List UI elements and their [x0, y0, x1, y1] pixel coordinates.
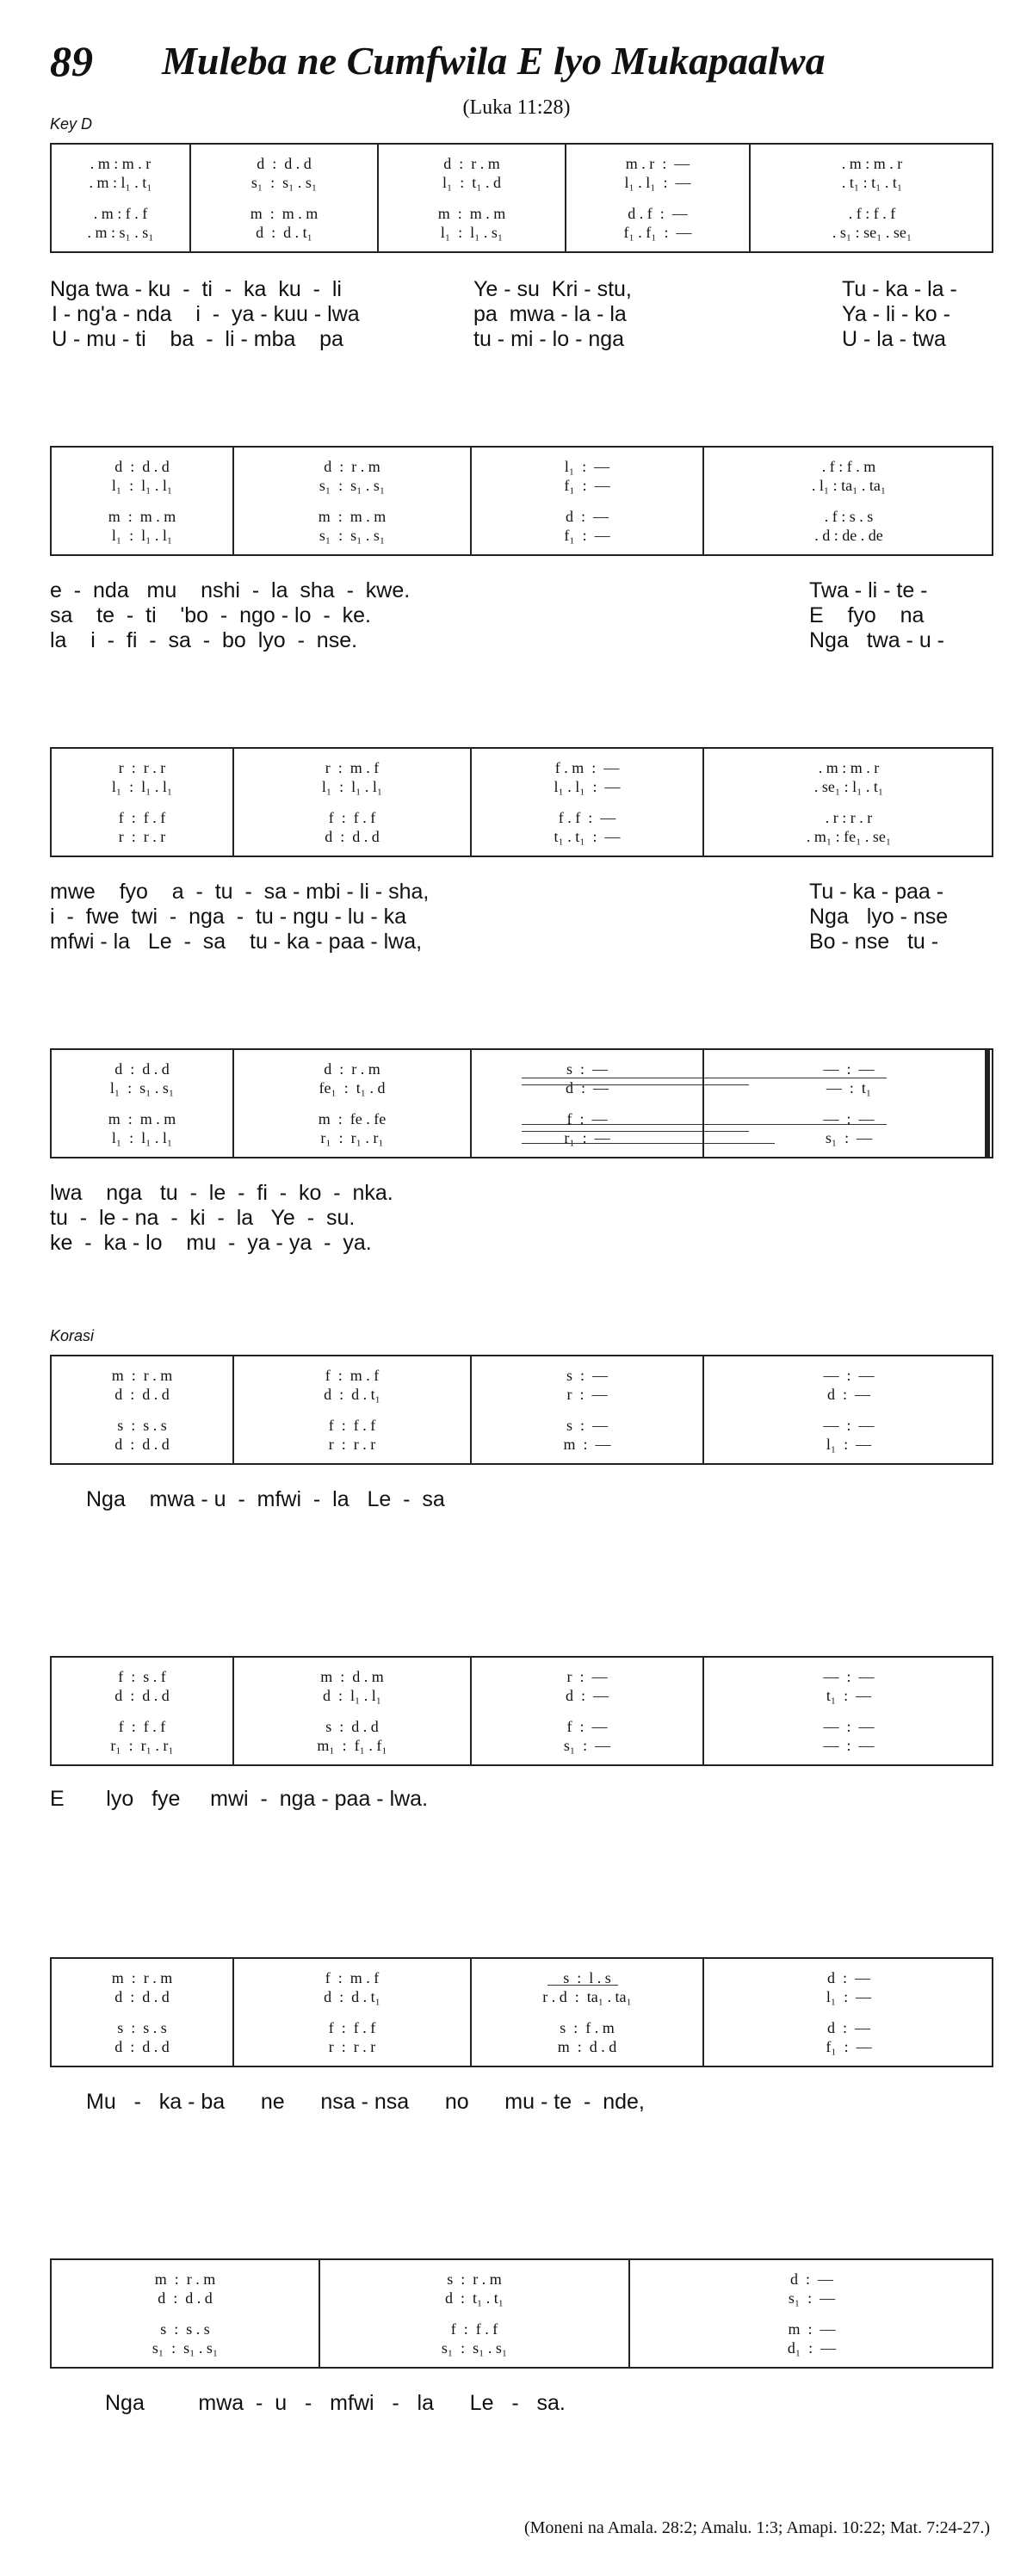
solfa-cell: f : f . f: [118, 809, 166, 826]
solfa-cell: r : m . f: [325, 759, 380, 776]
solfa-cell: m : —: [788, 2320, 836, 2338]
lyric-line: Tu - ka - la -: [842, 277, 957, 301]
solfa-cell: s₁ : —: [563, 1737, 611, 1754]
barline: [470, 448, 472, 554]
solfa-cell: m : d . m: [320, 1668, 384, 1685]
solfa-cell: d : —: [789, 2270, 833, 2288]
solfa-cell: — : —: [823, 1110, 875, 1127]
solfa-cell: l₁ : —: [564, 458, 610, 475]
barline: [470, 749, 472, 856]
solfa-cell: f : s . f: [118, 1668, 166, 1685]
barline: [702, 749, 704, 856]
solfa-cell: d : d . d: [114, 2038, 170, 2055]
scripture-reference: (Luka 11:28): [462, 96, 571, 119]
solfa-cell: f : f . f: [328, 2019, 376, 2036]
solfa-cell: . s₁ : se₁ . se₁: [832, 224, 912, 241]
solfa-cell: s : s . s: [117, 2019, 167, 2036]
solfa-cell: l₁ : l₁ . l₁: [111, 1129, 173, 1146]
slur-underline: [522, 1131, 749, 1132]
solfa-cell: r₁ : r₁ . r₁: [320, 1129, 384, 1146]
solfa-cell: d : d . d: [257, 155, 312, 172]
lyric-line: sa te - ti 'bo - ngo - lo - ke.: [50, 603, 371, 627]
solfa-cell: s : s . s: [117, 1417, 167, 1434]
solfa-cell: fe₁ : t₁ . d: [319, 1079, 386, 1096]
solfa-cell: m : m . m: [108, 508, 176, 525]
hymn-number: 89: [50, 37, 93, 85]
solfa-cell: r : —: [566, 1386, 608, 1403]
lyric-line: Nga mwa - u - mfwi - la Le - sa: [86, 1487, 445, 1511]
solfa-cell: d : —: [826, 1386, 870, 1403]
solfa-cell: l₁ : l₁ . s₁: [440, 224, 504, 241]
solfa-cell: d : d . d: [114, 1988, 170, 2005]
solfa-cell: f . m : —: [554, 759, 620, 776]
lyric-line: E lyo fye mwi - nga - paa - lwa.: [50, 1787, 429, 1811]
solfa-cell: — : —: [823, 1417, 875, 1434]
barline: [232, 749, 234, 856]
solfa-cell: . l₁ : ta₁ . ta₁: [811, 477, 887, 494]
lyric-line: tu - mi - lo - nga: [473, 327, 625, 351]
solfa-cell: f₁ : —: [564, 527, 610, 544]
solfa-cell: . m₁ : fe₁ . se₁: [806, 828, 892, 845]
solfa-cell: m₁ : f₁ . f₁: [317, 1737, 387, 1754]
barline: [702, 1050, 704, 1157]
solfa-cell: d : —: [565, 508, 609, 525]
solfa-cell: f . f : —: [558, 809, 616, 826]
lyric-line: U - la - twa: [842, 327, 946, 351]
solfa-cell: s : f . m: [560, 2019, 615, 2036]
barline: [377, 145, 379, 251]
solfa-cell: f₁ . f₁ : —: [623, 224, 692, 241]
solfa-cell: d . f : —: [628, 205, 688, 222]
solfa-cell: m : m . m: [318, 508, 387, 525]
solfa-cell: d : r . m: [324, 1060, 380, 1078]
solfa-cell: d : l₁ . l₁: [322, 1687, 382, 1704]
solfa-cell: m : d . d: [557, 2038, 617, 2055]
slur-underline: [522, 1084, 749, 1085]
solfa-cell: r : r . r: [118, 759, 166, 776]
solfa-cell: l₁ : t₁ . d: [442, 174, 502, 191]
lyric-line: Nga twa - u -: [809, 628, 944, 652]
lyric-line: lwa nga tu - le - fi - ko - nka.: [50, 1181, 393, 1205]
barline: [470, 1959, 472, 2066]
lyric-line: mfwi - la Le - sa tu - ka - paa - lwa,: [50, 930, 423, 954]
solfa-cell: d : d . t₁: [256, 224, 312, 241]
solfa-cell: . m : m . r: [841, 155, 903, 172]
solfa-cell: m : r . m: [111, 1969, 173, 1986]
lyric-line: Nga lyo - nse: [809, 905, 949, 929]
lyric-line: Ya - li - ko -: [842, 302, 950, 326]
solfa-cell: s₁ : s₁ . s₁: [152, 2339, 219, 2357]
solfa-cell: d : —: [565, 1687, 609, 1704]
notation-system: [50, 1355, 993, 1465]
solfa-cell: — : t₁: [826, 1079, 872, 1096]
lyric-line: pa mwa - la - la: [473, 302, 627, 326]
solfa-cell: f : —: [566, 1718, 608, 1735]
solfa-cell: f : m . f: [325, 1969, 380, 1986]
solfa-cell: m : —: [563, 1436, 611, 1453]
solfa-cell: — : —: [823, 1668, 875, 1685]
notation-system: [50, 2258, 993, 2369]
solfa-cell: s₁ : s₁ . s₁: [319, 477, 386, 494]
solfa-cell: l₁ : —: [826, 1436, 872, 1453]
barline: [189, 145, 191, 251]
barline: [232, 1050, 234, 1157]
notation-system: [50, 446, 993, 556]
solfa-cell: s₁ : s₁ . s₁: [319, 527, 386, 544]
barline: [232, 448, 234, 554]
solfa-cell: r : r . r: [118, 828, 166, 845]
solfa-cell: d : —: [826, 1969, 870, 1986]
solfa-cell: — : —: [823, 1060, 875, 1078]
lyric-line: Ye - su Kri - stu,: [473, 277, 632, 301]
solfa-cell: . m : m . r: [818, 759, 880, 776]
solfa-cell: . f : f . m: [821, 458, 876, 475]
solfa-cell: f : f . f: [328, 1417, 376, 1434]
solfa-cell: f : —: [566, 1110, 608, 1127]
solfa-cell: d : d . d: [158, 2289, 213, 2307]
solfa-cell: s : s . s: [160, 2320, 210, 2338]
solfa-cell: l₁ : l₁ . l₁: [321, 778, 383, 795]
lyric-line: Bo - nse tu -: [809, 930, 939, 954]
solfa-cell: f : f . f: [118, 1718, 166, 1735]
solfa-cell: m : fe . fe: [318, 1110, 387, 1127]
barline: [470, 1658, 472, 1764]
solfa-cell: — : —: [823, 1737, 875, 1754]
solfa-cell: . t₁ : t₁ . t₁: [841, 174, 903, 191]
solfa-cell: l₁ : l₁ . l₁: [111, 477, 173, 494]
solfa-cell: s : —: [566, 1417, 608, 1434]
solfa-cell: s₁ : —: [825, 1129, 873, 1146]
lyric-line: Nga mwa - u - mfwi - la Le - sa.: [105, 2391, 566, 2415]
lyric-line: e - nda mu nshi - la sha - kwe.: [50, 578, 411, 602]
solfa-cell: l₁ . l₁ : —: [554, 778, 621, 795]
solfa-cell: l₁ : l₁ . l₁: [111, 778, 173, 795]
barline: [565, 145, 566, 251]
notation-system: [50, 747, 993, 857]
barline: [702, 1658, 704, 1764]
solfa-cell: d : d . d: [114, 1386, 170, 1403]
solfa-cell: d : d . d: [325, 828, 380, 845]
solfa-cell: m : m . m: [250, 205, 319, 222]
solfa-cell: . se₁ : l₁ . t₁: [813, 778, 884, 795]
lyric-line: tu - le - na - ki - la Ye - su.: [50, 1206, 356, 1230]
solfa-cell: d₁ : —: [787, 2339, 837, 2357]
key-label: Key D: [50, 115, 93, 133]
barline: [470, 1356, 472, 1463]
solfa-cell: . m : f . f: [93, 205, 148, 222]
solfa-cell: s : d . d: [325, 1718, 379, 1735]
lyric-line: ke - ka - lo mu - ya - ya - ya.: [50, 1231, 372, 1255]
solfa-cell: d : d . d: [114, 1436, 170, 1453]
solfa-cell: f₁ : —: [564, 477, 610, 494]
hymn-title: Muleba ne Cumfwila E lyo Mukapaalwa: [162, 39, 826, 83]
chorus-label: Korasi: [50, 1327, 95, 1344]
solfa-cell: . m : m . r: [90, 155, 152, 172]
solfa-cell: f : m . f: [325, 1367, 380, 1384]
solfa-cell: . f : f . f: [848, 205, 896, 222]
solfa-cell: r : —: [566, 1668, 608, 1685]
solfa-cell: d : t₁ . t₁: [444, 2289, 504, 2307]
solfa-cell: m : m . m: [437, 205, 506, 222]
solfa-cell: r₁ : —: [564, 1129, 610, 1146]
solfa-cell: s : l . s: [563, 1969, 611, 1986]
barline: [702, 448, 704, 554]
solfa-cell: . m : l₁ . t₁: [89, 174, 152, 191]
barline: [319, 2260, 320, 2367]
solfa-cell: d : d . d: [114, 458, 170, 475]
lyric-line: Mu - ka - ba ne nsa - nsa no mu - te - nde,: [86, 2090, 645, 2114]
solfa-cell: s : —: [566, 1060, 608, 1078]
solfa-cell: s₁ : —: [788, 2289, 836, 2307]
slur-underline: [522, 1143, 775, 1144]
solfa-cell: . d : de . de: [814, 527, 883, 544]
barline: [628, 2260, 630, 2367]
solfa-cell: s : r . m: [447, 2270, 502, 2288]
footer-references: (Moneni na Amala. 28:2; Amalu. 1:3; Amapi. 10:22; Mat. 7:24-27.): [523, 2518, 990, 2537]
barline: [749, 145, 751, 251]
notation-system: [50, 143, 993, 253]
solfa-cell: d : —: [826, 2019, 870, 2036]
lyric-line: Tu - ka - paa -: [809, 880, 944, 904]
solfa-cell: l₁ : —: [826, 1988, 872, 2005]
barline: [702, 1959, 704, 2066]
notation-system: [50, 1048, 993, 1158]
solfa-cell: r . d : ta₁ . ta₁: [542, 1988, 632, 2005]
solfa-cell: t₁ . t₁ : —: [554, 828, 621, 845]
solfa-cell: l₁ . l₁ : —: [624, 174, 691, 191]
lyric-line: Nga twa - ku - ti - ka ku - li: [50, 277, 342, 301]
barline: [232, 1356, 234, 1463]
solfa-cell: l₁ : l₁ . l₁: [111, 527, 173, 544]
solfa-cell: . f : s . s: [824, 508, 874, 525]
notation-system: [50, 1957, 993, 2067]
solfa-cell: f : f . f: [450, 2320, 498, 2338]
solfa-cell: l₁ : s₁ . s₁: [109, 1079, 175, 1096]
solfa-cell: t₁ : —: [826, 1687, 872, 1704]
solfa-cell: r₁ : r₁ . r₁: [110, 1737, 174, 1754]
solfa-cell: s₁ : s₁ . s₁: [441, 2339, 508, 2357]
solfa-cell: — : —: [823, 1718, 875, 1735]
solfa-cell: d : d . d: [114, 1060, 170, 1078]
barline: [232, 1959, 234, 2066]
slur-underline: [547, 1985, 618, 1986]
solfa-cell: . m : s₁ . s₁: [87, 224, 154, 241]
solfa-cell: m : m . m: [108, 1110, 176, 1127]
solfa-cell: d : r . m: [443, 155, 500, 172]
lyric-line: Twa - li - te -: [809, 578, 928, 602]
solfa-cell: d : —: [565, 1079, 609, 1096]
solfa-cell: f₁ : —: [826, 2038, 872, 2055]
barline: [232, 1658, 234, 1764]
lyric-line: E fyo na: [809, 603, 925, 627]
solfa-cell: m : r . m: [154, 2270, 216, 2288]
solfa-cell: d : r . m: [324, 458, 380, 475]
barline: [470, 1050, 472, 1157]
solfa-cell: s : —: [566, 1367, 608, 1384]
lyric-line: mwe fyo a - tu - sa - mbi - li - sha,: [50, 880, 430, 904]
solfa-cell: r : r . r: [328, 1436, 376, 1453]
solfa-cell: s₁ : s₁ . s₁: [251, 174, 318, 191]
solfa-cell: m . r : —: [625, 155, 690, 172]
solfa-cell: m : r . m: [111, 1367, 173, 1384]
lyric-line: i - fwe twi - nga - tu - ngu - lu - ka: [50, 905, 407, 929]
slur-underline: [522, 1124, 887, 1125]
barline: [702, 1356, 704, 1463]
solfa-cell: r : r . r: [328, 2038, 376, 2055]
notation-system: [50, 1656, 993, 1766]
solfa-cell: . r : r . r: [825, 809, 873, 826]
lyric-line: la i - fi - sa - bo lyo - nse.: [50, 628, 358, 652]
solfa-cell: d : d . d: [114, 1687, 170, 1704]
solfa-cell: d : d . t₁: [324, 1988, 380, 2005]
solfa-cell: f : f . f: [328, 809, 376, 826]
lyric-line: U - mu - ti ba - li - mba pa: [52, 327, 343, 351]
solfa-cell: d : d . t₁: [324, 1386, 380, 1403]
solfa-cell: — : —: [823, 1367, 875, 1384]
lyric-line: I - ng'a - nda i - ya - kuu - lwa: [52, 302, 360, 326]
